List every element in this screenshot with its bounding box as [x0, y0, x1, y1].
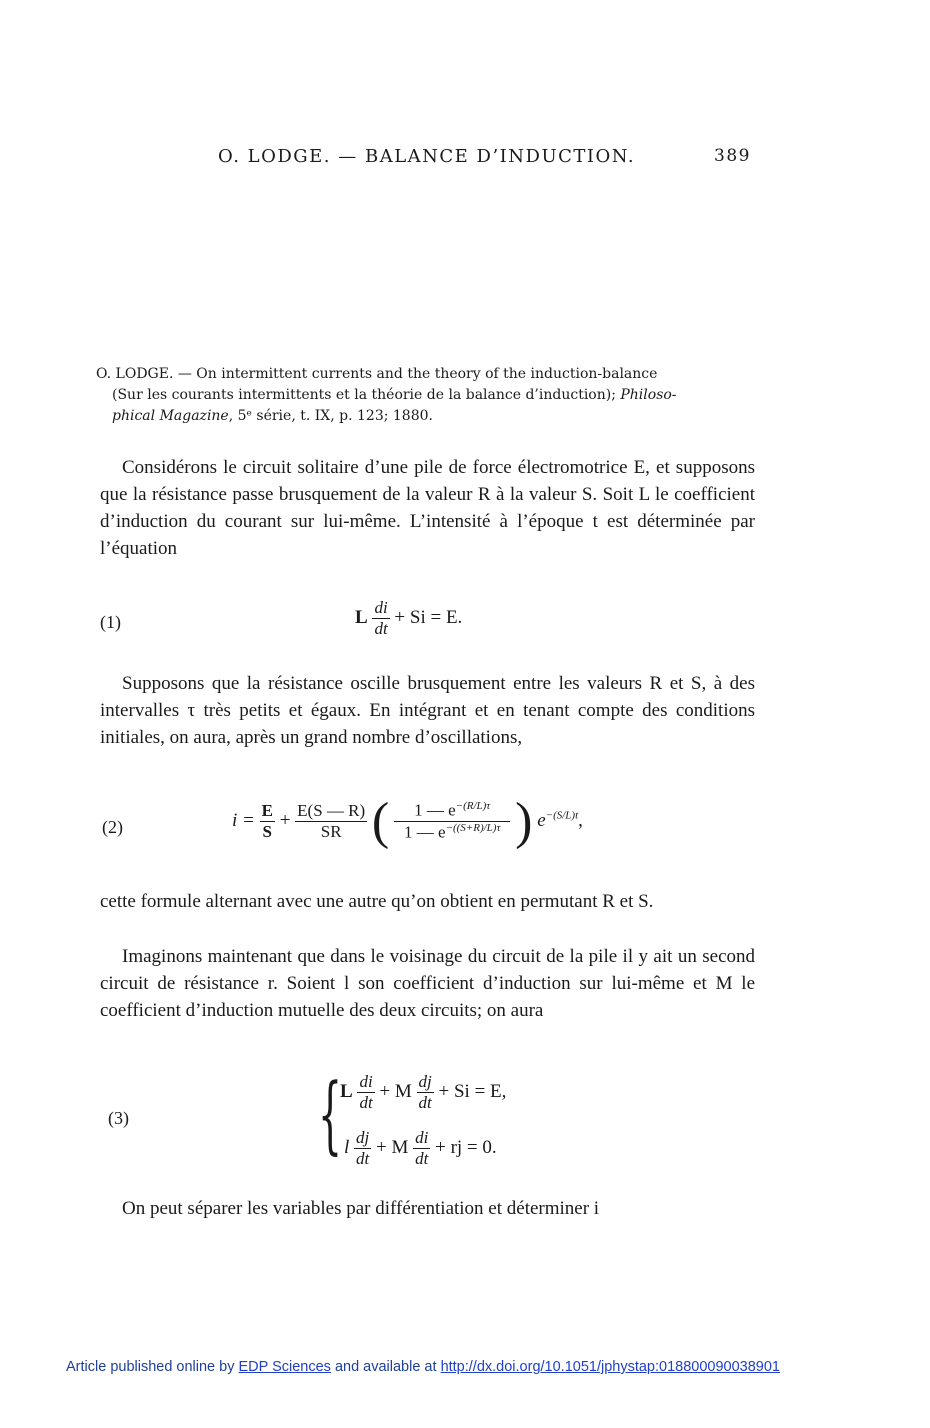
- reference-line-2: [96, 385, 756, 406]
- eq3-brace: {: [318, 1065, 343, 1163]
- eq3-r2-bd: dt: [415, 1149, 429, 1168]
- journal-name-part1: Philoso-: [620, 387, 677, 403]
- doi-link[interactable]: http://dx.doi.org/10.1051/jphystap:018800090038901: [440, 1359, 780, 1375]
- eq3-r1-an: di: [359, 1072, 373, 1091]
- eq2-comma: ,: [578, 809, 583, 831]
- eq2-inner-fraction: [394, 800, 510, 842]
- reference-details: , 5ᵉ série, t. IX, p. 123; 1880.: [228, 408, 433, 424]
- reference-line-3: [96, 406, 756, 427]
- paragraph-4-text: Imaginons maintenant que dans le voisinage du circuit de la pile il y ait un second circuit de résistance r. Soient l son coefficient d’induction sur lui-même et M le coefficient d’induction mutuelle des deux circuits; on aura: [100, 946, 755, 1021]
- paragraph-5: [100, 1195, 755, 1222]
- footer-prefix: Article published online by: [66, 1359, 239, 1375]
- eq2-right-paren: ): [515, 793, 533, 850]
- equation-3-row-1: [340, 1072, 506, 1113]
- running-title: O. LODGE. — BALANCE D’INDUCTION.: [218, 146, 636, 167]
- eq2-f2-den: SR: [320, 822, 342, 841]
- eq3-r1-b: + M: [379, 1080, 412, 1102]
- eq2-plus: +: [279, 809, 291, 831]
- eq3-r2-an: dj: [356, 1128, 370, 1147]
- eq2-inner-num-text: 1 — e: [414, 801, 456, 820]
- eq2-fraction-2: [295, 801, 367, 842]
- equation-1-number: (1): [100, 612, 121, 632]
- eq2-lhs: i =: [232, 809, 255, 831]
- paragraph-2-text: Supposons que la résistance oscille brusquement entre les valeurs R et S, à des intervalles τ très petits et égaux. En intégrant et en tenant compte des conditions initiales, on aura, après un grand nombre d’oscillations,: [100, 673, 755, 748]
- eq2-inner-den-exp: −((S+R)/L)τ: [445, 822, 501, 834]
- paragraph-3-text: cette formule alternant avec une autre qu’on obtient en permutant R et S.: [100, 891, 654, 912]
- paragraph-4: [100, 943, 755, 1024]
- paragraph-1-text: Considérons le circuit solitaire d’une pile de force électromotrice E, et supposons que la résistance passe brusquement de la valeur R à la valeur S. Soit L le coefficient d’induction du courant sur lui-même. L’intensité à l’époque t est déterminée par l’équation: [100, 457, 755, 559]
- reference-line-2-text: (Sur les courants intermittents et la théorie de la balance d’induction);: [112, 387, 621, 403]
- eq3-r1-ad: dt: [359, 1093, 373, 1112]
- eq1-rest: + Si = E.: [394, 606, 463, 628]
- paragraph-3: [100, 888, 755, 915]
- eq1-denominator: dt: [374, 619, 388, 638]
- eq3-r2-ad: dt: [356, 1149, 370, 1168]
- footer-middle: and available at: [330, 1359, 441, 1375]
- equation-3-row-2: [344, 1128, 497, 1169]
- publication-footer: [66, 1359, 780, 1375]
- eq2-tail: e: [537, 809, 546, 831]
- eq2-inner-den: [394, 822, 510, 843]
- page-number: 389: [714, 146, 751, 166]
- eq3-r1-frac-a: [357, 1072, 374, 1113]
- eq1-lhs: L: [355, 606, 368, 628]
- eq3-r2-bn: di: [415, 1128, 429, 1147]
- eq2-f1-den: S: [262, 822, 273, 841]
- eq3-r1-frac-b: [417, 1072, 434, 1113]
- eq3-r2-frac-b: [413, 1128, 430, 1169]
- paragraph-2: [100, 670, 755, 751]
- eq2-inner-num-exp: −(R/L)τ: [455, 800, 491, 813]
- eq2-f1-num: E: [261, 801, 273, 820]
- eq1-numerator: di: [374, 598, 388, 617]
- eq2-left-paren: (: [371, 793, 390, 850]
- bibliographic-reference: [96, 364, 756, 427]
- eq1-fraction: [372, 598, 389, 639]
- equation-2: [232, 792, 583, 851]
- eq3-r1-bn: dj: [418, 1072, 432, 1091]
- eq2-inner-num: [394, 800, 510, 822]
- eq2-inner-den-text: 1 — e: [404, 822, 446, 842]
- edp-sciences-link[interactable]: EDP Sciences: [238, 1359, 331, 1375]
- eq3-r1-bd: dt: [418, 1093, 432, 1112]
- reference-line-1: O. LODGE. — On intermittent currents and the theory of the induction-balance: [96, 366, 658, 382]
- eq2-fraction-1: [260, 801, 275, 842]
- journal-name-part2: phical Magazine: [112, 408, 229, 424]
- eq3-r1-a: L: [340, 1080, 353, 1102]
- eq3-r1-c: + Si = E,: [438, 1080, 507, 1102]
- eq3-r2-a: l: [344, 1136, 350, 1158]
- equation-2-number: (2): [102, 817, 123, 837]
- paragraph-1: [100, 454, 755, 562]
- equation-3-number: (3): [108, 1108, 129, 1128]
- equation-1: [355, 598, 462, 639]
- eq2-f2-num: E(S — R): [297, 801, 366, 820]
- eq3-r2-frac-a: [354, 1128, 371, 1169]
- paragraph-5-text: On peut séparer les variables par différentiation et déterminer i: [122, 1198, 600, 1219]
- eq3-r2-c: + rj = 0.: [435, 1136, 497, 1158]
- eq2-tail-exp: −(S/L)t: [545, 809, 579, 822]
- eq3-r2-b: + M: [376, 1136, 409, 1158]
